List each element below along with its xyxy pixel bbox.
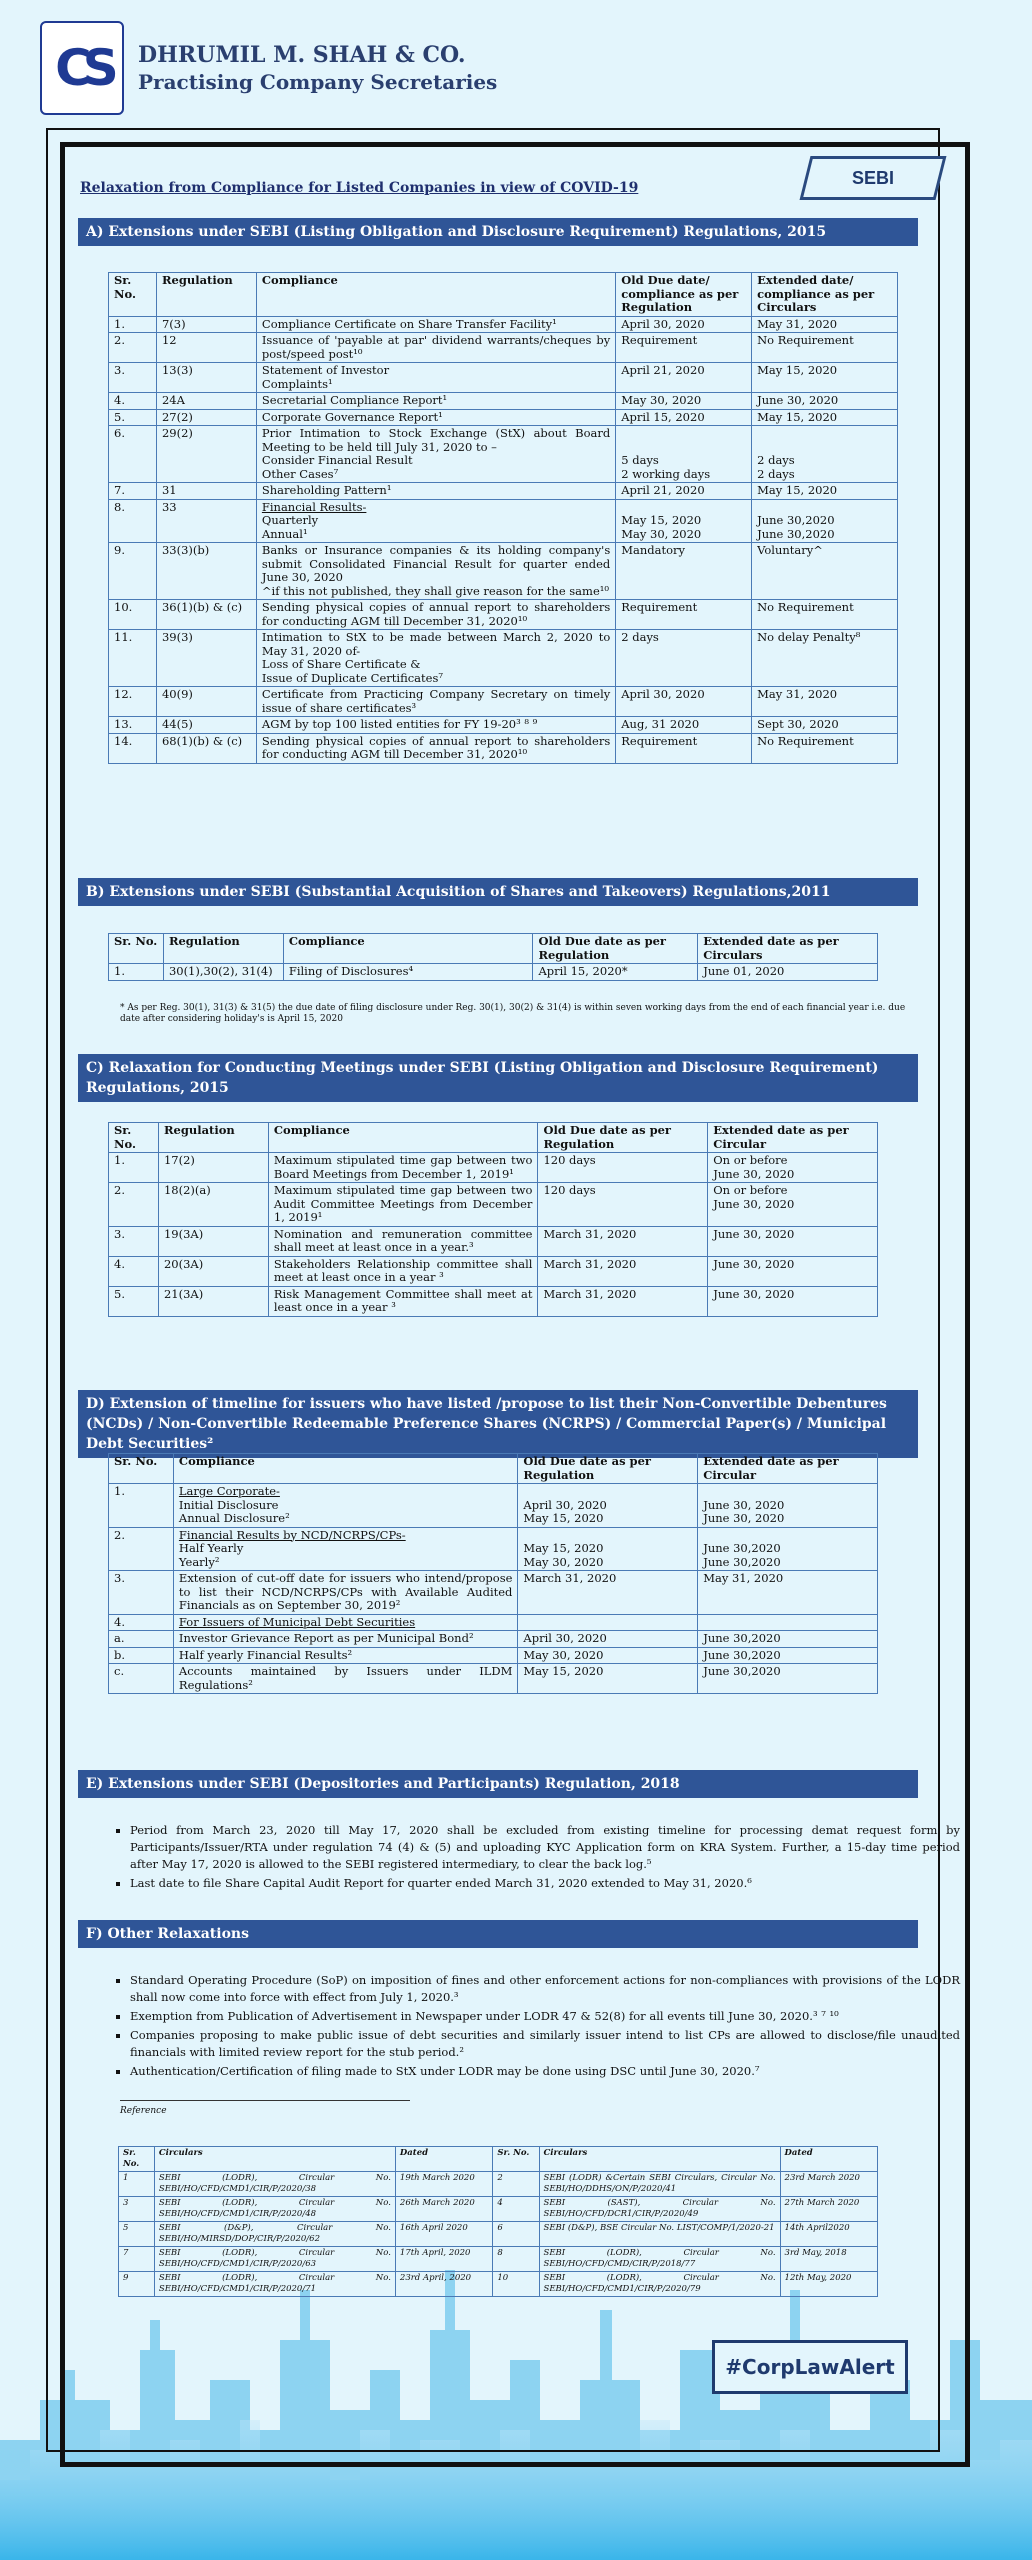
table-cell: May 31, 2020 xyxy=(698,1571,878,1615)
table-cell: March 31, 2020 xyxy=(518,1571,698,1615)
table-cell: April 30, 2020 May 15, 2020 xyxy=(518,1484,698,1528)
table-cell: June 30, 2020 xyxy=(708,1256,878,1286)
table-row xyxy=(109,1484,878,1528)
table-cell: Half yearly Financial Results² xyxy=(173,1647,518,1664)
table-cell: 40(9) xyxy=(156,687,256,717)
table-cell: No Requirement xyxy=(752,733,898,763)
reference-cell: SEBI (LODR), Circular No. SEBI/HO/CFD/CMD1/CIR/P/2020/71 xyxy=(154,2272,395,2297)
table-cell: March 31, 2020 xyxy=(538,1226,708,1256)
reference-cell: 2 xyxy=(493,2172,539,2197)
table-cell: May 31, 2020 xyxy=(752,687,898,717)
table-cell: 11. xyxy=(109,630,157,687)
table-cell: Mandatory xyxy=(616,543,752,600)
section-c-heading: C) Relaxation for Conducting Meetings under SEBI (Listing Obligation and Disclosure Requirement) Regulations, 2015 xyxy=(78,1054,918,1102)
bullet-item: ▪ Exemption from Publication of Advertisement in Newspaper under LODR 47 & 52(8) for all events till June 30, 2020.³ ⁷ ¹⁰ xyxy=(130,2008,960,2025)
table-c xyxy=(108,1122,878,1317)
table-cell: 13. xyxy=(109,717,157,734)
table-cell: Financial Results- Quarterly Annual¹ xyxy=(256,499,615,543)
firm-tagline: Practising Company Secretaries xyxy=(138,69,498,94)
table-cell: Statement of Investor Complaints¹ xyxy=(256,363,615,393)
table-row xyxy=(109,964,878,981)
table-cell: Prior Intimation to Stock Exchange (StX) about Board Meeting to be held till July 31, 2020 to – Consider Financial Result Other Cases⁷ xyxy=(256,426,615,483)
table-cell: May 30, 2020 xyxy=(616,393,752,410)
reference-cell: 1 xyxy=(119,2172,155,2197)
reference-cell: SEBI (D&P), Circular No. SEBI/HO/MIRSD/DOP/CIR/P/2020/62 xyxy=(154,2222,395,2247)
table-cell: June 30,2020 xyxy=(698,1647,878,1664)
column-header: Extended date as per Circular xyxy=(708,1123,878,1153)
table-cell: Filing of Disclosures⁴ xyxy=(283,964,533,981)
table-row xyxy=(109,333,898,363)
table-row xyxy=(109,1183,878,1227)
table-cell: 3. xyxy=(109,1226,159,1256)
table-d xyxy=(108,1453,878,1694)
table-cell: 21(3A) xyxy=(158,1286,268,1316)
reference-column-header: Dated xyxy=(780,2147,877,2172)
section-b-heading: B) Extensions under SEBI (Substantial Acquisition of Shares and Takeovers) Regulations,2011 xyxy=(78,878,918,906)
table-row xyxy=(109,499,898,543)
table-row xyxy=(109,717,898,734)
table-header-row xyxy=(109,273,898,317)
table-cell: Issuance of 'payable at par' dividend warrants/cheques by post/speed post¹⁰ xyxy=(256,333,615,363)
table-cell: 27(2) xyxy=(156,409,256,426)
reference-cell: 16th April 2020 xyxy=(395,2222,492,2247)
table-cell: No Requirement xyxy=(752,600,898,630)
table-cell: 44(5) xyxy=(156,717,256,734)
reference-cell: SEBI (LODR), Circular No. SEBI/HO/CFD/CMD1/CIR/P/2020/38 xyxy=(154,2172,395,2197)
table-row xyxy=(109,316,898,333)
table-cell: Banks or Insurance companies & its holding company's submit Consolidated Financial Result for quarter ended June 30, 2020 ^if this not published, they shall give reason for the same¹⁰ xyxy=(256,543,615,600)
section-d-heading: D) Extension of timeline for issuers who have listed /propose to list their Non-Convertible Debentures (NCDs) / Non-Convertible Redeemable Preference Shares (NCRPS) / Commercial Paper(s) / Municipal Debt Securities² xyxy=(78,1390,918,1458)
column-header: Sr. No. xyxy=(109,1123,159,1153)
table-row xyxy=(109,733,898,763)
table-cell: Certificate from Practicing Company Secretary on timely issue of share certificates³ xyxy=(256,687,615,717)
reference-row xyxy=(119,2222,878,2247)
table-cell: May 15, 2020 xyxy=(752,363,898,393)
table-cell: May 30, 2020 xyxy=(518,1647,698,1664)
reference-cell: 3 xyxy=(119,2197,155,2222)
table-cell: 12 xyxy=(156,333,256,363)
table-cell: Aug, 31 2020 xyxy=(616,717,752,734)
table-cell: Accounts maintained by Issuers under ILDM Regulations² xyxy=(173,1664,518,1694)
table-cell: For Issuers of Municipal Debt Securities xyxy=(173,1614,518,1631)
reference-cell: 19th March 2020 xyxy=(395,2172,492,2197)
table-cell: 29(2) xyxy=(156,426,256,483)
table-header-row xyxy=(109,934,878,964)
table-cell: 24A xyxy=(156,393,256,410)
table-cell: No Requirement xyxy=(752,333,898,363)
table-cell: 2. xyxy=(109,1183,159,1227)
table-cell: June 30, 2020 xyxy=(752,393,898,410)
reference-cell: 23rd April, 2020 xyxy=(395,2272,492,2297)
table-cell: Requirement xyxy=(616,733,752,763)
table-cell: Shareholding Pattern¹ xyxy=(256,483,615,500)
column-header: Regulation xyxy=(158,1123,268,1153)
table-cell: 2. xyxy=(109,333,157,363)
reference-divider xyxy=(120,2100,410,2101)
table-cell: 20(3A) xyxy=(158,1256,268,1286)
reference-row xyxy=(119,2172,878,2197)
table-cell: Extension of cut-off date for issuers who intend/propose to list their NCD/NCRPS/CPs with Available Audited Financials as on September 30, 2019² xyxy=(173,1571,518,1615)
column-header: Old Due date/ compliance as per Regulation xyxy=(616,273,752,317)
table-cell: 5. xyxy=(109,409,157,426)
bullet-item: ▪ Period from March 23, 2020 till May 17, 2020 shall be excluded from existing timeline for processing demat request form by Participants/Issuer/RTA under regulation 74 (4) & (5) and uploading KYC Application form on KRA System. Further, a 15-day time period after May 17, 2020 is allowed to the SEBI registered intermediary, to clear the back log.⁵ xyxy=(130,1822,960,1873)
table-cell xyxy=(518,1614,698,1631)
reference-cell: 4 xyxy=(493,2197,539,2222)
table-cell: Requirement xyxy=(616,333,752,363)
table-cell: May 15, 2020 May 30, 2020 xyxy=(518,1527,698,1571)
table-cell: Sending physical copies of annual report to shareholders for conducting AGM till December 31, 2020¹⁰ xyxy=(256,600,615,630)
section-f-list xyxy=(100,1972,960,2082)
column-header: Old Due date as per Regulation xyxy=(538,1123,708,1153)
table-cell: 33(3)(b) xyxy=(156,543,256,600)
table-row xyxy=(109,1664,878,1694)
table-cell: April 15, 2020* xyxy=(533,964,698,981)
table-cell: 2 days 2 days xyxy=(752,426,898,483)
document-title: Relaxation from Compliance for Listed Companies in view of COVID-19 xyxy=(80,180,639,196)
table-row xyxy=(109,409,898,426)
column-header: Old Due date as per Regulation xyxy=(518,1454,698,1484)
table-cell: 7. xyxy=(109,483,157,500)
column-header: Regulation xyxy=(163,934,283,964)
table-cell: 5 days 2 working days xyxy=(616,426,752,483)
table-cell: May 15, 2020 xyxy=(752,483,898,500)
reference-cell: SEBI (LODR), Circular No. SEBI/HO/CFD/CMD1/CIR/P/2020/48 xyxy=(154,2197,395,2222)
table-cell: 12. xyxy=(109,687,157,717)
table-cell: 3. xyxy=(109,363,157,393)
table-cell: On or before June 30, 2020 xyxy=(708,1183,878,1227)
table-cell: 7(3) xyxy=(156,316,256,333)
table-cell: 5. xyxy=(109,1286,159,1316)
table-cell: Financial Results by NCD/NCRPS/CPs- Half Yearly Yearly² xyxy=(173,1527,518,1571)
table-cell: a. xyxy=(109,1631,174,1648)
column-header: Compliance xyxy=(256,273,615,317)
table-cell: Large Corporate- Initial Disclosure Annual Disclosure² xyxy=(173,1484,518,1528)
table-cell: 18(2)(a) xyxy=(158,1183,268,1227)
bullet-item: ▪ Companies proposing to make public issue of debt securities and similarly issuer intend to list CPs are allowed to disclose/file unaudited financials with limited review report for the stub period.² xyxy=(130,2027,960,2061)
table-cell: 1. xyxy=(109,316,157,333)
table-cell: 19(3A) xyxy=(158,1226,268,1256)
table-cell: 13(3) xyxy=(156,363,256,393)
table-b xyxy=(108,933,878,981)
table-cell: 2. xyxy=(109,1527,174,1571)
table-cell: April 30, 2020 xyxy=(518,1631,698,1648)
reference-cell: 26th March 2020 xyxy=(395,2197,492,2222)
reference-cell: 27th March 2020 xyxy=(780,2197,877,2222)
table-header-row xyxy=(109,1454,878,1484)
table-cell: 39(3) xyxy=(156,630,256,687)
reference-cell: 17th April, 2020 xyxy=(395,2247,492,2272)
table-cell: 3. xyxy=(109,1571,174,1615)
table-cell: 1. xyxy=(109,1484,174,1528)
table-a xyxy=(108,272,898,764)
table-cell: June 30, 2020 June 30, 2020 xyxy=(698,1484,878,1528)
sebi-badge: SEBI xyxy=(800,156,947,200)
reference-cell: 7 xyxy=(119,2247,155,2272)
table-cell: March 31, 2020 xyxy=(538,1256,708,1286)
table-cell: No delay Penalty⁸ xyxy=(752,630,898,687)
reference-row xyxy=(119,2272,878,2297)
table-row xyxy=(109,483,898,500)
table-row xyxy=(109,1527,878,1571)
reference-header-row xyxy=(119,2147,878,2172)
column-header: Sr. No. xyxy=(109,1454,174,1484)
table-cell: 120 days xyxy=(538,1153,708,1183)
table-cell: 2 days xyxy=(616,630,752,687)
table-cell: c. xyxy=(109,1664,174,1694)
table-cell: Voluntary^ xyxy=(752,543,898,600)
reference-cell: 12th May, 2020 xyxy=(780,2272,877,2297)
bullet-item: ▪ Last date to file Share Capital Audit Report for quarter ended March 31, 2020 extended to May 31, 2020.⁶ xyxy=(130,1875,960,1892)
reference-row xyxy=(119,2247,878,2272)
column-header: Sr. No. xyxy=(109,934,164,964)
table-cell: Nomination and remuneration committee shall meet at least once in a year.³ xyxy=(268,1226,538,1256)
table-cell: 36(1)(b) & (c) xyxy=(156,600,256,630)
table-cell: 1. xyxy=(109,1153,159,1183)
table-cell: Corporate Governance Report¹ xyxy=(256,409,615,426)
table-cell: AGM by top 100 listed entities for FY 19-20³ ⁸ ⁹ xyxy=(256,717,615,734)
column-header: Extended date as per Circular xyxy=(698,1454,878,1484)
table-cell: On or before June 30, 2020 xyxy=(708,1153,878,1183)
table-row xyxy=(109,1153,878,1183)
reference-cell: 14th April2020 xyxy=(780,2222,877,2247)
table-row xyxy=(109,1647,878,1664)
table-row xyxy=(109,687,898,717)
column-header: Compliance xyxy=(173,1454,518,1484)
reference-row xyxy=(119,2197,878,2222)
table-cell: Intimation to StX to be made between March 2, 2020 to May 31, 2020 of- Loss of Share Certificate & Issue of Duplicate Certificates⁷ xyxy=(256,630,615,687)
section-f-heading: F) Other Relaxations xyxy=(78,1920,918,1948)
table-cell: Compliance Certificate on Share Transfer Facility¹ xyxy=(256,316,615,333)
reference-column-header: Sr. No. xyxy=(493,2147,539,2172)
table-cell: June 30, 2020 xyxy=(708,1226,878,1256)
reference-cell: 10 xyxy=(493,2272,539,2297)
table-row xyxy=(109,1631,878,1648)
reference-label: Reference xyxy=(120,2106,167,2116)
section-e-list xyxy=(100,1822,960,1894)
bullet-item: ▪ Standard Operating Procedure (SoP) on imposition of fines and other enforcement actions for non-compliances with provisions of the LODR shall now come into force with effect from July 1, 2020.³ xyxy=(130,1972,960,2006)
table-cell: March 31, 2020 xyxy=(538,1286,708,1316)
table-cell: April 21, 2020 xyxy=(616,483,752,500)
reference-cell: 3rd May, 2018 xyxy=(780,2247,877,2272)
letterhead xyxy=(40,20,497,115)
section-a-heading: A) Extensions under SEBI (Listing Obligation and Disclosure Requirement) Regulations, 2015 xyxy=(78,218,918,246)
table-cell: 10. xyxy=(109,600,157,630)
table-cell: 8. xyxy=(109,499,157,543)
table-cell: Risk Management Committee shall meet at least once in a year ³ xyxy=(268,1286,538,1316)
reference-cell: SEBI (LODR), Circular No. SEBI/HO/CFD/CMD1/CIR/P/2020/79 xyxy=(539,2272,780,2297)
table-row xyxy=(109,543,898,600)
table-cell: Maximum stipulated time gap between two Audit Committee Meetings from December 1, 2019¹ xyxy=(268,1183,538,1227)
table-cell: April 15, 2020 xyxy=(616,409,752,426)
reference-cell: 5 xyxy=(119,2222,155,2247)
table-cell: May 15, 2020 May 30, 2020 xyxy=(616,499,752,543)
table-cell: May 15, 2020 xyxy=(752,409,898,426)
table-cell: Requirement xyxy=(616,600,752,630)
table-cell: June 01, 2020 xyxy=(698,964,878,981)
table-row xyxy=(109,363,898,393)
table-cell: April 30, 2020 xyxy=(616,316,752,333)
table-cell: Stakeholders Relationship committee shall meet at least once in a year ³ xyxy=(268,1256,538,1286)
firm-name: DHRUMIL M. SHAH & CO. xyxy=(138,41,466,68)
reference-table xyxy=(118,2146,878,2297)
column-header: Old Due date as per Regulation xyxy=(533,934,698,964)
table-cell: May 15, 2020 xyxy=(518,1664,698,1694)
column-header: Extended date as per Circulars xyxy=(698,934,878,964)
column-header: Regulation xyxy=(156,273,256,317)
table-cell: Secretarial Compliance Report¹ xyxy=(256,393,615,410)
table-b-note: * As per Reg. 30(1), 31(3) & 31(5) the due date of filing disclosure under Reg. 30(1), 30(2) & 31(4) is within seven working days from the end of each financial year i.e. due date after considering holiday's is April 15, 2020 xyxy=(120,1003,906,1024)
table-cell: 6. xyxy=(109,426,157,483)
reference-column-header: Dated xyxy=(395,2147,492,2172)
table-cell: 4. xyxy=(109,393,157,410)
table-cell: Sept 30, 2020 xyxy=(752,717,898,734)
table-cell xyxy=(698,1614,878,1631)
reference-column-header: Sr. No. xyxy=(119,2147,155,2172)
table-cell: June 30,2020 June 30,2020 xyxy=(752,499,898,543)
table-cell: May 31, 2020 xyxy=(752,316,898,333)
reference-cell: 9 xyxy=(119,2272,155,2297)
firm-logo xyxy=(40,21,124,115)
reference-cell: SEBI (LODR) &Certain SEBI Circulars, Circular No. SEBI/HO/DDHS/ON/P/2020/41 xyxy=(539,2172,780,2197)
reference-cell: 8 xyxy=(493,2247,539,2272)
hashtag-badge: #CorpLawAlert xyxy=(712,2340,908,2394)
bullet-item: ▪ Authentication/Certification of filing made to StX under LODR may be done using DSC until June 30, 2020.⁷ xyxy=(130,2063,960,2080)
table-row xyxy=(109,1226,878,1256)
reference-cell: SEBI (LODR), Circular No. SEBI/HO/CFD/CMD/CIR/P/2018/77 xyxy=(539,2247,780,2272)
table-cell: 68(1)(b) & (c) xyxy=(156,733,256,763)
reference-column-header: Circulars xyxy=(539,2147,780,2172)
table-row xyxy=(109,1256,878,1286)
column-header: Extended date/ compliance as per Circulars xyxy=(752,273,898,317)
table-cell: 17(2) xyxy=(158,1153,268,1183)
table-row xyxy=(109,1614,878,1631)
table-cell: Sending physical copies of annual report to shareholders for conducting AGM till December 31, 2020¹⁰ xyxy=(256,733,615,763)
logo-monogram: CS xyxy=(55,38,109,97)
table-cell: b. xyxy=(109,1647,174,1664)
reference-cell: 6 xyxy=(493,2222,539,2247)
column-header: Sr. No. xyxy=(109,273,157,317)
table-cell: April 21, 2020 xyxy=(616,363,752,393)
table-cell: Investor Grievance Report as per Municipal Bond² xyxy=(173,1631,518,1648)
table-cell: 9. xyxy=(109,543,157,600)
table-row xyxy=(109,630,898,687)
table-row xyxy=(109,393,898,410)
table-cell: June 30,2020 June 30,2020 xyxy=(698,1527,878,1571)
table-row xyxy=(109,1571,878,1615)
table-row xyxy=(109,600,898,630)
table-header-row xyxy=(109,1123,878,1153)
table-cell: 30(1),30(2), 31(4) xyxy=(163,964,283,981)
table-cell: 120 days xyxy=(538,1183,708,1227)
column-header: Compliance xyxy=(268,1123,538,1153)
reference-cell: SEBI (LODR), Circular No. SEBI/HO/CFD/CMD1/CIR/P/2020/63 xyxy=(154,2247,395,2272)
table-cell: June 30,2020 xyxy=(698,1631,878,1648)
table-cell: June 30, 2020 xyxy=(708,1286,878,1316)
reference-cell: SEBI (SAST), Circular No. SEBI/HO/CFD/DCR1/CIR/P/2020/49 xyxy=(539,2197,780,2222)
table-row xyxy=(109,1286,878,1316)
section-e-heading: E) Extensions under SEBI (Depositories and Participants) Regulation, 2018 xyxy=(78,1770,918,1798)
table-cell: 4. xyxy=(109,1614,174,1631)
table-cell: April 30, 2020 xyxy=(616,687,752,717)
table-cell: Maximum stipulated time gap between two Board Meetings from December 1, 2019¹ xyxy=(268,1153,538,1183)
column-header: Compliance xyxy=(283,934,533,964)
reference-cell: SEBI (D&P), BSE Circular No. LIST/COMP/1/2020-21 xyxy=(539,2222,780,2247)
reference-cell: 23rd March 2020 xyxy=(780,2172,877,2197)
table-cell: 4. xyxy=(109,1256,159,1286)
table-cell: June 30,2020 xyxy=(698,1664,878,1694)
table-cell: 14. xyxy=(109,733,157,763)
table-cell: 33 xyxy=(156,499,256,543)
reference-column-header: Circulars xyxy=(154,2147,395,2172)
table-row xyxy=(109,426,898,483)
table-cell: 1. xyxy=(109,964,164,981)
table-cell: 31 xyxy=(156,483,256,500)
